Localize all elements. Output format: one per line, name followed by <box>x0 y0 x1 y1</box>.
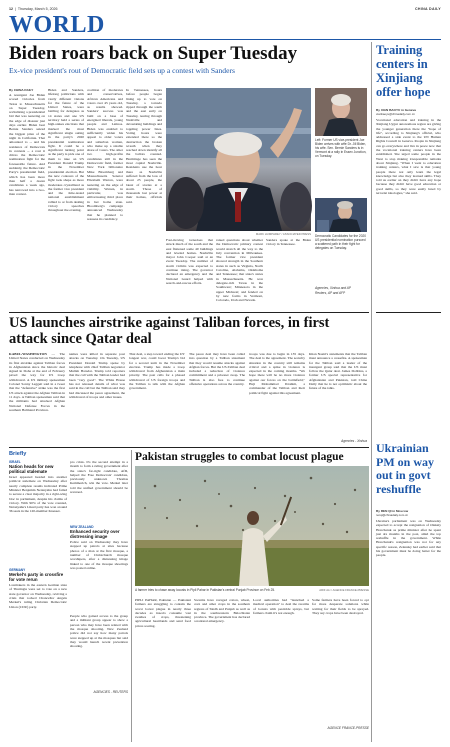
afghan-author: Agencies - Xinhua <box>341 439 367 443</box>
brief-body: Lawmakers in the eastern German state of Thuringia were set to vote on a new state governor on Wednesday, reviving a crisis that rocked Chancellor Angela Merkel's ruling Christian Democratic Union (CDU) party. <box>9 583 67 609</box>
lead-col-3: coalition of moderates and conservatives, African Americans and voters over 45 years old, as results showed. Sanders' success was built on a base of energized liberals, young people and Latinos. Biden was enabled to sufficiently widen his appeal to older voters and suburban women, who make up a sizable share of voters. The other two high-profile candidates still in the Democratic field, former New York billionaire Mike Bloomberg and Massachusetts Senator Elizabeth Warren, were teetering on the edge of viability. Warren, in particular, was embarrassing third place in her home state. Bloomberg's campaign announced Wednesday that he planned to reassess its candidacy. <box>87 88 123 221</box>
brief-title: Merkel's party in crossfire for vote rerun <box>9 572 64 583</box>
briefly-col-2 <box>70 460 128 742</box>
xinjiang-body: Vocational education and training in the Xinjiang Uygur autonomous region are giving the younger generation there the "hope of life", according to Xinjiang's official, who addressed a side event to the UN Human Rights Council in Geneva. People in Xinjiang can go everywhere and live in peace now that the vocational training centers have been established. She urged some people in the West to stop making irresponsible remarks about Xinjiang. "When I went to education training centers, what I saw is that young people there not only learn the legal knowledge but also they learned skills. They told us earlier on they didn't have any hope because they didn't have good education or good skills, so they were easily lured by terrorist ideologies," she said. <box>376 118 441 196</box>
afghan-dateline: KABUL/WASHINGTON <box>9 352 47 356</box>
ukraine-body: Ukraine's parliament was on Wednesday expected to accept the resignation of Oleksiy Honcharuk as prime minister after he spent just six months in the post, amid the top reshuffle in the government. While Honcharuk's resignation was not for any specific reason, Zelensky had earlier said that his government must be doing better for the people. <box>376 519 441 558</box>
pakistan-photo-scene <box>135 466 369 586</box>
brief-region: GERMANY <box>9 568 26 573</box>
lead-photo-credit: MARK HUMPHREY / ASSOCIATED PRESS <box>255 232 311 236</box>
pakistan-photo <box>135 466 369 586</box>
section-title: WORLD <box>9 12 105 38</box>
brief-body: pro crisis. It's the second attempt in a month to form a ruling government after the state's far-right candidate, AfD, helped the Free Democrats' candidate, previously unknown Thomas Kemmerich, win the vote. Merkel later told the unified government should be reversed. <box>70 460 128 495</box>
section-rule-1 <box>9 312 369 313</box>
brand-name: CHINA DAILY <box>415 7 441 11</box>
page-number: 12 <box>9 7 13 11</box>
lead-col-5: Fast-moving tornadoes that struck much of the south and the east flattened some 40 buildings and leveled homes. Nashville mayor John Cooper said at an event Tuesday. The number of storm victims was expected to continue rising. The governor declared an emergency and the National Guard helped with search-and-rescue efforts. <box>166 238 213 285</box>
lead-deck: Ex-vice president's rout of Democratic field sets up a contest with Sanders <box>9 66 235 75</box>
pakistan-col-3: Local authorities had "launched a medical operation" to deal the swarms of locusts with pesticide sprays, but farmers claim it's not enough. <box>253 598 309 615</box>
pakistan-col-4-text: Some farmers have been forced to opt for more desperate solutions while waiting for their fields to be sprayed. They say crops have been destroyed. <box>312 598 369 615</box>
afghan-col-2: names were killed in separate post attacks on Tuesday. On Tuesday, US President Donald Trump spoke by telephone with chief Taliban negotiator Mullah Baradar. Trump told reporters that the call with the Taliban leader had been "very good". The White House has not released details of what was said in the call but the Taliban said they had discussed the peace agreement, the withdrawal of troops and other issues. <box>69 352 125 399</box>
masthead-bar: 12 | Thursday, March 5, 2026 CHINA DAILY <box>9 7 441 11</box>
briefly-divider <box>131 450 132 742</box>
sidebar-credit: Agencies, Xinhua and AP <box>315 286 352 290</box>
afghan-headline: US launches airstrike against Taliban forces, in first attack since Qatar deal <box>9 315 330 347</box>
masthead-rule <box>9 39 441 40</box>
lead-col-6: raised questions about whether the Democratic primary contest would stretch all the way to the July convention in Milwaukee. The former vice president showed strength in the Southern states in such as Virginia, North Carolina, Alabama, Oklahoma and Tennessee; that state's states in Massachusetts. He won delegate-rich Texas in the Southwest; Minnesota in the upper Midwest; and fended on by new forms in Vermont, Colorado, Utah and Nevada. <box>216 238 263 303</box>
lead-col-7: Sanders spoke at the Biden victory in Tennessee. <box>266 238 311 247</box>
brief-body: People who gained access to the group and a militant group appear to show a person who may have been related with the mosque shooting. New Zealand police did not say how many patrols were stepped up at the mosques but said they would launch recent prevention shooting. <box>70 614 128 649</box>
ukraine-headline: Ukrainian PM on way out in govt reshuffle <box>376 441 434 496</box>
pakistan-col-2: Swarms have ravaged cotton, wheat, corn and other crops in the southern regions of Sindh and Punjab as well as in the southwestern Balochistan province. The government has declared a national emergency. <box>194 598 250 624</box>
pakistan-byline: AGENCE FRANCE-PRESSE <box>327 726 369 730</box>
afghan-col-1: KABUL/WASHINGTON — The United States conducted on Wednesday its first airstrike against Taliban forces in Afghanistan since the historic deal signed in Doha at the end of February paved the way for US troop withdrawal. A US military spokesman Colonel Sonny Leggett said in a tweet that the "defensive" strike was the first US attack against the Afghan Taliban in 11 days. A Taliban spokesman said that the militants had attacked Afghan National Defense Forces in the southern Helmand Province. <box>9 352 65 412</box>
xinjiang-headline: Training centers in Xinjiang offer hope <box>376 43 431 99</box>
right-column-divider <box>371 42 372 742</box>
ukraine-email: renqi@chinadaily.com.cn <box>376 513 409 517</box>
briefly-heading: Briefly <box>9 451 27 457</box>
pakistan-col-4 <box>312 598 369 742</box>
section-rule-2 <box>9 447 369 448</box>
pakistan-headline: Pakistan struggles to combat locust plague <box>135 451 344 463</box>
briefly-col-1 <box>9 460 67 742</box>
lead-photo-scene <box>166 88 311 231</box>
lead-col-4: In Tennessee, hours before people began lining up to vote on Tuesday, a tornado ripped through the south and the east early on Tuesday, tearing through Nashville and devastating buildings and toppling power lines. Voting hours were extended there so the destruction the broken wreath when they reached down identify all the ballots counted. Hermitage has seen the most capital Nashville. Residents use the hour there as Nashville suffered from the loss of about 25 people, the latest of stories at a storm. Those of thousands lost power at their homes, officials said. <box>126 88 162 204</box>
xinjiang-email: xianbaoyu@chinadaily.com.cn <box>376 112 415 116</box>
afghan-col-3: That deal, a step toward ending the US' longest war, could boost Trump's bid for a second term in the November election. Trump has made a troop withdrawal from Afghanistan a main priority. The past calls for a phased withdrawal of US foreign troops and the Taliban to talk with the Afghan government. <box>129 352 185 391</box>
sidebar-photo-2-scene <box>315 198 367 232</box>
brief-region: NEW ZEALAND <box>70 525 94 529</box>
sidebar-caption-2: Democratic Candidates for the 2020 US presidential nomination pursued a scattered path in their fight for delegates on Tuesday. <box>315 234 367 251</box>
ukraine-byline: By REN QI in Moscow <box>376 509 409 513</box>
sidebar-photo-1 <box>315 88 367 136</box>
lead-headline: Biden roars back on Super Tuesday <box>9 43 298 64</box>
brief-region: ISRAEL <box>9 460 21 464</box>
sidebar-photo-caption: Left: Former US vice-president Joe Biden arrives with wife Dr. Jill Biden, his wife. Sen. Bernie Sanders is in Vermont at a rally in Essex Junction, on Tuesday. <box>315 138 367 159</box>
lead-col-2: Biden and Sanders, lifelong politicians with vastly different visions for the future of the United States, were battling for delegates as 14 states and one US territory held a series of high-stakes elections that marked the most significant single outing in the party's 2020 presidential nomination fight. It could be a significant turning point as the party is pick one of them to take on US President Donald Trump in the November presidential election. But the new contours of the fight took shape as more moderates crystallized as the former vice president and the time-tested national establishment rallied to or from dealing victory speeches throughout the evening. <box>48 88 84 213</box>
sidebar-photo-2 <box>315 198 367 232</box>
brief-title: Nation heads for new political stalemate <box>9 464 54 475</box>
lead-col-4-wrap <box>126 88 162 309</box>
sidebar-credit-2: Reuters, AP and AFP <box>315 291 346 295</box>
lead-photo <box>166 88 311 231</box>
pakistan-photo-credit: ARIF ALI / AGENCE FRANCE-PRESSE <box>319 588 369 592</box>
brief-title: Enhanced security over distressing image <box>70 529 120 540</box>
brief-body: Israel appeared headed into another political stalemate on Wednesday after nearly complete results indicated Prime Minister Benjamin Netanyahu had failed to secure a clear majority in a right-wing bloc in parliament, despite his claims of victory. With 90% of the vote counted, Netanyahu's Likud party has won around 36 seats in the 120-member Knesset. <box>9 475 67 514</box>
afghan-col-4: The peace deal may have been called into question by a Taliban statement that they would resume attacks against Afghan forces. But the US-Taliban deal included a reduction of violence commitment and a prisoner swap. The Taliban is also free to continue offensive operations across the country. <box>189 352 245 387</box>
brief-body: Police said on Wednesday they have stepped up patrols at sites because photos of a man at the first mosque, a number of Christchurch mosque worshipers, after a distressing image linked to one of the mosque shootings was posted online. <box>70 540 128 570</box>
afghan-col-5: troops was due to begin in 135 days. The deal is the agreement. The security situation in the country still remains critical and a spike in violence is expected in the coming months. "We hope there will be no more violence against our forces on the battlefield," Haji Mohammad Ibrahim, a commander of the Taliban and their political fight against this agreement. <box>249 352 305 395</box>
afghan-col-6: Khan Nasiri's statements that the Taliban must announce a ceasefire. A spokesman for the Taliban said a leader of the insurgent group said that the US must follow the Qatar deal. James Dobbins, a former US special representative for Afghanistan and Pakistan, told China Daily that he is not optimistic about the future of the talks. <box>309 352 367 391</box>
pakistan-col-1: PIPLI PAHAR, Pakistan — Pakistani farmers are struggling to contain the worst locust plague in nearly three decades as insects consume vast swathes of crops, threatening agricultural heartlands and send food prices soaring. <box>135 598 191 628</box>
lead-byline: By CHINA DAILY <box>9 88 34 92</box>
issue-date: Thursday, March 5, 2026 <box>17 7 58 11</box>
lead-col-1: A resurgent Joe Biden scored victories from Texas to Massachusetts on Super Tuesday, revitalizing a presidential bid that was teetering on the edge of disaster just days earlier. Biden beat Bernie Sanders seized the biggest prize of the night in California. That amounted to -- and his residence of Democrats in contests -- a rout it drives the Democratic nomination fight for the foreseeable future. And suddenly, the Democratic Party's presidential field, which has been more than half a dozen candidates a week ago, has narrowed into a two-man contest. <box>9 93 45 196</box>
ukraine-top-rule <box>376 312 441 313</box>
xinjiang-byline: By XIAN BAOYU in Geneva <box>376 108 416 112</box>
sidebar-photo-1-scene <box>315 88 367 136</box>
pakistan-caption: A farmer tries to chase away locusts in Pipli Pahar in Pakistan's central Punjab Province on Feb 25. <box>135 588 276 592</box>
afghan-col-1-text: The United States conducted on Wednesday its first airstrike against Taliban forces in Afghanistan since the historic deal signed in Doha at the end of February paved the way for US troop withdrawal. A US military spokesman Colonel Sonny Leggett said in a tweet that the "defensive" strike was the first US attack against the Afghan Taliban in 11 days. A Taliban spokesman said that the militants had attacked Afghan National Defense Forces in the southern Helmand Province. <box>9 352 65 412</box>
briefly-credit: AGENCIES - REUTERS <box>93 690 128 695</box>
